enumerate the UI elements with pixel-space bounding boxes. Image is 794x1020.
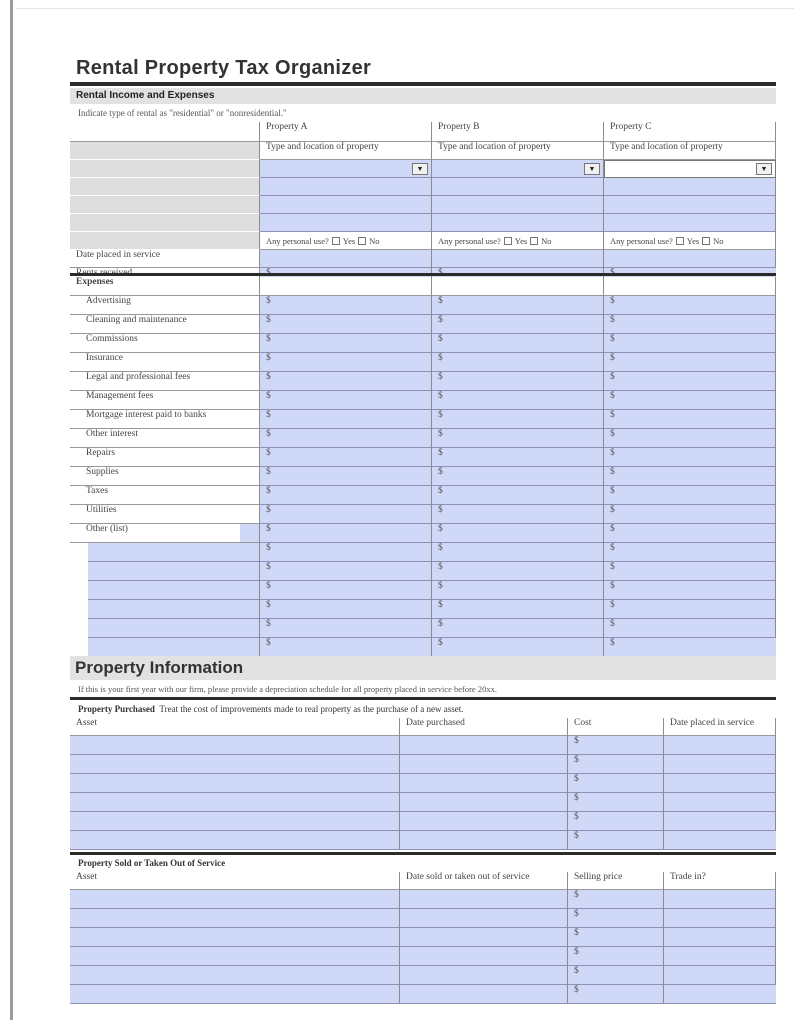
expense-amount-field[interactable] bbox=[604, 524, 776, 543]
expense-label: Other (list) bbox=[70, 524, 260, 543]
sold-extra-field[interactable] bbox=[664, 966, 776, 985]
expense-amount-field[interactable] bbox=[432, 448, 604, 467]
property-info-title: Property Information bbox=[70, 656, 776, 680]
currency-symbol: $ bbox=[438, 391, 443, 401]
currency-symbol: $ bbox=[266, 372, 271, 382]
expense-label: Supplies bbox=[70, 467, 260, 486]
expense-amount-field[interactable] bbox=[604, 505, 776, 524]
sold-asset-field[interactable] bbox=[70, 890, 400, 909]
expense-amount-field[interactable] bbox=[604, 562, 776, 581]
currency-symbol: $ bbox=[610, 429, 615, 439]
currency-symbol: $ bbox=[610, 562, 615, 572]
currency-symbol: $ bbox=[610, 296, 615, 306]
no-checkbox[interactable] bbox=[702, 237, 710, 245]
property-b-name: Property B bbox=[432, 122, 604, 142]
expense-amount-field[interactable] bbox=[432, 600, 604, 619]
currency-symbol: $ bbox=[266, 562, 271, 572]
expense-amount-field[interactable] bbox=[260, 448, 432, 467]
yes-checkbox[interactable] bbox=[504, 237, 512, 245]
expense-amount-field[interactable] bbox=[604, 429, 776, 448]
purchased-col-header: Date purchased bbox=[400, 718, 568, 736]
currency-symbol: $ bbox=[574, 812, 579, 822]
sold-date-field[interactable] bbox=[400, 890, 568, 909]
currency-symbol: $ bbox=[610, 524, 615, 534]
currency-symbol: $ bbox=[438, 353, 443, 363]
currency-symbol: $ bbox=[266, 600, 271, 610]
expense-amount-field[interactable] bbox=[432, 429, 604, 448]
currency-symbol: $ bbox=[610, 353, 615, 363]
purchased-extra-field[interactable] bbox=[664, 831, 776, 850]
currency-symbol: $ bbox=[438, 562, 443, 572]
sold-extra-field[interactable] bbox=[664, 928, 776, 947]
property-b-location-field[interactable] bbox=[432, 178, 604, 196]
property-b-location-field-3[interactable] bbox=[432, 214, 604, 232]
property-c-type-label: Type and location of property bbox=[604, 142, 776, 160]
property-c-location-field-2[interactable] bbox=[604, 196, 776, 214]
currency-symbol: $ bbox=[438, 372, 443, 382]
other-expense-field[interactable] bbox=[88, 619, 260, 638]
sold-asset-field[interactable] bbox=[70, 947, 400, 966]
sold-amount-field[interactable] bbox=[568, 909, 664, 928]
property-a-location-field-2[interactable] bbox=[260, 196, 432, 214]
other-expense-field[interactable] bbox=[88, 543, 260, 562]
other-expense-field[interactable] bbox=[88, 638, 260, 657]
expenses-header-blank bbox=[432, 277, 604, 296]
viewer-left-edge bbox=[0, 0, 13, 1020]
purchased-header bbox=[70, 701, 776, 717]
sold-extra-field[interactable] bbox=[664, 947, 776, 966]
purchased-date-field[interactable] bbox=[400, 812, 568, 831]
currency-symbol: $ bbox=[266, 486, 271, 496]
purchased-amount-field[interactable] bbox=[568, 831, 664, 850]
property-info-note: If this is your first year with our firm, please provide a depreciation schedule for all property placed in service before 20xx. bbox=[78, 684, 497, 694]
expense-amount-field[interactable] bbox=[432, 353, 604, 372]
sold-extra-field[interactable] bbox=[664, 890, 776, 909]
expense-label: Other interest bbox=[70, 429, 260, 448]
expense-amount-field[interactable] bbox=[604, 581, 776, 600]
currency-symbol: $ bbox=[574, 890, 579, 900]
expense-label: Insurance bbox=[70, 353, 260, 372]
currency-symbol: $ bbox=[574, 947, 579, 957]
grid-label-blank bbox=[70, 214, 260, 232]
currency-symbol: $ bbox=[438, 543, 443, 553]
expense-amount-field[interactable] bbox=[604, 353, 776, 372]
property-b-type-label: Type and location of property bbox=[432, 142, 604, 160]
form-title: Rental Property Tax Organizer bbox=[76, 57, 372, 79]
expense-amount-field[interactable] bbox=[432, 391, 604, 410]
yes-label: Yes bbox=[342, 235, 356, 246]
expense-amount-field[interactable] bbox=[432, 619, 604, 638]
purchased-extra-field[interactable] bbox=[664, 774, 776, 793]
personal-use-label: Any personal use? bbox=[438, 235, 501, 246]
currency-symbol: $ bbox=[574, 755, 579, 765]
expense-amount-field[interactable] bbox=[604, 448, 776, 467]
expense-amount-field[interactable] bbox=[604, 638, 776, 657]
currency-symbol: $ bbox=[610, 410, 615, 420]
grid-label-blank bbox=[70, 160, 260, 178]
currency-symbol: $ bbox=[438, 505, 443, 515]
sold-amount-field[interactable] bbox=[568, 985, 664, 1004]
currency-symbol: $ bbox=[574, 966, 579, 976]
expense-label: Utilities bbox=[70, 505, 260, 524]
currency-symbol: $ bbox=[266, 429, 271, 439]
sold-date-field[interactable] bbox=[400, 928, 568, 947]
currency-symbol: $ bbox=[574, 831, 579, 841]
property-b-location-field-2[interactable] bbox=[432, 196, 604, 214]
property-a-type-select[interactable] bbox=[260, 160, 432, 178]
expense-amount-field[interactable] bbox=[604, 296, 776, 315]
currency-symbol: $ bbox=[574, 774, 579, 784]
sold-extra-field[interactable] bbox=[664, 985, 776, 1004]
currency-symbol: $ bbox=[610, 638, 615, 648]
property-a-location-field-3[interactable] bbox=[260, 214, 432, 232]
expense-amount-field[interactable] bbox=[604, 600, 776, 619]
yes-checkbox[interactable] bbox=[332, 237, 340, 245]
property-c-name: Property C bbox=[604, 122, 776, 142]
currency-symbol: $ bbox=[610, 619, 615, 629]
currency-symbol: $ bbox=[266, 638, 271, 648]
property-c-location-field-3[interactable] bbox=[604, 214, 776, 232]
currency-symbol: $ bbox=[266, 353, 271, 363]
purchased-col-header: Asset bbox=[70, 718, 400, 736]
purchased-extra-field[interactable] bbox=[664, 755, 776, 774]
viewer-top-edge bbox=[16, 8, 794, 9]
sold-asset-field[interactable] bbox=[70, 966, 400, 985]
purchased-asset-field[interactable] bbox=[70, 755, 400, 774]
purchased-date-field[interactable] bbox=[400, 736, 568, 755]
expense-amount-field[interactable] bbox=[260, 524, 432, 543]
expense-label: Repairs bbox=[70, 448, 260, 467]
currency-symbol: $ bbox=[266, 448, 271, 458]
purchased-rule bbox=[70, 697, 776, 700]
sold-amount-field[interactable] bbox=[568, 928, 664, 947]
currency-symbol: $ bbox=[610, 391, 615, 401]
currency-symbol: $ bbox=[438, 619, 443, 629]
currency-symbol: $ bbox=[610, 448, 615, 458]
expense-amount-field[interactable] bbox=[432, 505, 604, 524]
purchased-col-header: Cost bbox=[568, 718, 664, 736]
sold-asset-field[interactable] bbox=[70, 985, 400, 1004]
expense-amount-field[interactable] bbox=[604, 391, 776, 410]
purchased-extra-field[interactable] bbox=[664, 812, 776, 831]
other-expense-field[interactable] bbox=[88, 600, 260, 619]
expense-amount-field[interactable] bbox=[260, 505, 432, 524]
currency-symbol: $ bbox=[610, 600, 615, 610]
expense-amount-field[interactable] bbox=[260, 467, 432, 486]
currency-symbol: $ bbox=[574, 736, 579, 746]
currency-symbol: $ bbox=[610, 486, 615, 496]
purchased-asset-field[interactable] bbox=[70, 812, 400, 831]
purchased-extra-field[interactable] bbox=[664, 793, 776, 812]
purchased-header-note: Treat the cost of improvements made to real property as the purchase of a new asset. bbox=[159, 704, 464, 714]
purchased-extra-field[interactable] bbox=[664, 736, 776, 755]
expense-amount-field[interactable] bbox=[604, 486, 776, 505]
expense-amount-field[interactable] bbox=[432, 372, 604, 391]
currency-symbol: $ bbox=[438, 334, 443, 344]
sold-date-field[interactable] bbox=[400, 966, 568, 985]
property-c-type-select[interactable] bbox=[604, 160, 776, 178]
currency-symbol: $ bbox=[266, 543, 271, 553]
expense-amount-field[interactable] bbox=[260, 372, 432, 391]
currency-symbol: $ bbox=[574, 928, 579, 938]
expenses-rule bbox=[70, 273, 776, 276]
expense-amount-field[interactable] bbox=[260, 619, 432, 638]
currency-symbol: $ bbox=[266, 410, 271, 420]
sold-grid bbox=[70, 872, 776, 1004]
currency-symbol: $ bbox=[266, 467, 271, 477]
property-a-date-placed-field[interactable] bbox=[260, 250, 432, 268]
property-a-name: Property A bbox=[260, 122, 432, 142]
currency-symbol: $ bbox=[266, 391, 271, 401]
no-label: No bbox=[713, 235, 724, 246]
currency-symbol: $ bbox=[438, 638, 443, 648]
yes-label: Yes bbox=[686, 235, 700, 246]
purchased-date-field[interactable] bbox=[400, 831, 568, 850]
personal-use-label: Any personal use? bbox=[610, 235, 673, 246]
sold-amount-field[interactable] bbox=[568, 947, 664, 966]
expense-label: Mortgage interest paid to banks bbox=[70, 410, 260, 429]
purchased-grid bbox=[70, 718, 776, 850]
expense-amount-field[interactable] bbox=[604, 372, 776, 391]
purchased-date-field[interactable] bbox=[400, 755, 568, 774]
purchased-amount-field[interactable] bbox=[568, 755, 664, 774]
grid-label-blank bbox=[70, 178, 260, 196]
currency-symbol: $ bbox=[438, 448, 443, 458]
property-c-date-placed-field[interactable] bbox=[604, 250, 776, 268]
expense-label: Commissions bbox=[70, 334, 260, 353]
currency-symbol: $ bbox=[610, 543, 615, 553]
expense-amount-field[interactable] bbox=[604, 410, 776, 429]
sold-col-header: Asset bbox=[70, 872, 400, 890]
purchased-asset-field[interactable] bbox=[70, 831, 400, 850]
expenses-header-blank bbox=[604, 277, 776, 296]
purchased-header-title: Property Purchased bbox=[78, 704, 155, 714]
expense-amount-field[interactable] bbox=[260, 581, 432, 600]
expense-amount-field[interactable] bbox=[260, 296, 432, 315]
currency-symbol: $ bbox=[610, 372, 615, 382]
expense-amount-field[interactable] bbox=[260, 410, 432, 429]
chevron-down-icon[interactable]: ▼ bbox=[412, 163, 428, 175]
expense-label: Legal and professional fees bbox=[70, 372, 260, 391]
currency-symbol: $ bbox=[266, 315, 271, 325]
sold-date-field[interactable] bbox=[400, 985, 568, 1004]
expense-amount-field[interactable] bbox=[604, 467, 776, 486]
expense-label: Management fees bbox=[70, 391, 260, 410]
yes-label: Yes bbox=[514, 235, 528, 246]
sold-amount-field[interactable] bbox=[568, 966, 664, 985]
expense-amount-field[interactable] bbox=[604, 543, 776, 562]
expenses-label: Expenses bbox=[70, 277, 260, 296]
expense-amount-field[interactable] bbox=[432, 486, 604, 505]
sold-asset-field[interactable] bbox=[70, 909, 400, 928]
grid-label-blank bbox=[70, 232, 260, 250]
sold-col-header: Date sold or taken out of service bbox=[400, 872, 568, 890]
currency-symbol: $ bbox=[438, 429, 443, 439]
sold-header: Property Sold or Taken Out of Service bbox=[78, 858, 226, 868]
expense-amount-field[interactable] bbox=[604, 315, 776, 334]
expense-amount-field[interactable] bbox=[260, 315, 432, 334]
expense-label: Advertising bbox=[70, 296, 260, 315]
property-a-type-label: Type and location of property bbox=[260, 142, 432, 160]
other-expense-field[interactable] bbox=[88, 562, 260, 581]
currency-symbol: $ bbox=[574, 909, 579, 919]
purchased-date-field[interactable] bbox=[400, 774, 568, 793]
sold-amount-field[interactable] bbox=[568, 890, 664, 909]
rental-type-note: Indicate type of rental as "residential" or "nonresidential." bbox=[78, 108, 287, 118]
expense-amount-field[interactable] bbox=[604, 619, 776, 638]
title-rule bbox=[70, 82, 776, 86]
date-placed-label: Date placed in service bbox=[70, 250, 260, 268]
sold-date-field[interactable] bbox=[400, 947, 568, 966]
currency-symbol: $ bbox=[438, 296, 443, 306]
currency-symbol: $ bbox=[438, 315, 443, 325]
property-b-type-select[interactable] bbox=[432, 160, 604, 178]
expense-amount-field[interactable] bbox=[432, 410, 604, 429]
expense-amount-field[interactable] bbox=[432, 524, 604, 543]
currency-symbol: $ bbox=[266, 524, 271, 534]
purchased-amount-field[interactable] bbox=[568, 793, 664, 812]
no-label: No bbox=[541, 235, 552, 246]
property-c-location-field[interactable] bbox=[604, 178, 776, 196]
currency-symbol: $ bbox=[438, 410, 443, 420]
no-label: No bbox=[369, 235, 380, 246]
currency-symbol: $ bbox=[438, 581, 443, 591]
expenses-grid bbox=[70, 277, 776, 657]
expense-amount-field[interactable] bbox=[260, 600, 432, 619]
sold-date-field[interactable] bbox=[400, 909, 568, 928]
expense-amount-field[interactable] bbox=[260, 638, 432, 657]
other-expense-field[interactable] bbox=[88, 581, 260, 600]
expense-amount-field[interactable] bbox=[432, 543, 604, 562]
sold-col-header: Trade in? bbox=[664, 872, 776, 890]
purchased-amount-field[interactable] bbox=[568, 774, 664, 793]
sold-extra-field[interactable] bbox=[664, 909, 776, 928]
expense-amount-field[interactable] bbox=[260, 353, 432, 372]
expense-amount-field[interactable] bbox=[432, 315, 604, 334]
purchased-amount-field[interactable] bbox=[568, 812, 664, 831]
purchased-asset-field[interactable] bbox=[70, 774, 400, 793]
expense-amount-field[interactable] bbox=[604, 334, 776, 353]
currency-symbol: $ bbox=[266, 581, 271, 591]
currency-symbol: $ bbox=[574, 985, 579, 995]
expense-amount-field[interactable] bbox=[432, 562, 604, 581]
currency-symbol: $ bbox=[610, 315, 615, 325]
chevron-down-icon[interactable]: ▼ bbox=[756, 163, 772, 175]
yes-checkbox[interactable] bbox=[676, 237, 684, 245]
no-checkbox[interactable] bbox=[358, 237, 366, 245]
expense-amount-field[interactable] bbox=[260, 543, 432, 562]
currency-symbol: $ bbox=[266, 619, 271, 629]
currency-symbol: $ bbox=[266, 505, 271, 515]
expense-amount-field[interactable] bbox=[260, 486, 432, 505]
property-a-location-field[interactable] bbox=[260, 178, 432, 196]
currency-symbol: $ bbox=[266, 296, 271, 306]
purchased-asset-field[interactable] bbox=[70, 736, 400, 755]
sold-col-header: Selling price bbox=[568, 872, 664, 890]
currency-symbol: $ bbox=[610, 505, 615, 515]
currency-symbol: $ bbox=[438, 524, 443, 534]
grid-label-blank bbox=[70, 196, 260, 214]
purchased-asset-field[interactable] bbox=[70, 793, 400, 812]
property-c-personal-use bbox=[604, 232, 776, 250]
currency-symbol: $ bbox=[610, 581, 615, 591]
expenses-header-blank bbox=[260, 277, 432, 296]
property-a-personal-use bbox=[260, 232, 432, 250]
currency-symbol: $ bbox=[438, 600, 443, 610]
expense-amount-field[interactable] bbox=[432, 296, 604, 315]
no-checkbox[interactable] bbox=[530, 237, 538, 245]
expense-amount-field[interactable] bbox=[260, 334, 432, 353]
grid-corner bbox=[70, 122, 260, 142]
expense-label: Cleaning and maintenance bbox=[70, 315, 260, 334]
currency-symbol: $ bbox=[610, 334, 615, 344]
currency-symbol: $ bbox=[610, 467, 615, 477]
purchased-date-field[interactable] bbox=[400, 793, 568, 812]
personal-use-label: Any personal use? bbox=[266, 235, 329, 246]
property-b-date-placed-field[interactable] bbox=[432, 250, 604, 268]
purchased-amount-field[interactable] bbox=[568, 736, 664, 755]
purchased-col-header: Date placed in service bbox=[664, 718, 776, 736]
expense-amount-field[interactable] bbox=[260, 562, 432, 581]
property-grid bbox=[70, 122, 776, 286]
chevron-down-icon[interactable]: ▼ bbox=[584, 163, 600, 175]
expense-amount-field[interactable] bbox=[432, 638, 604, 657]
sold-asset-field[interactable] bbox=[70, 928, 400, 947]
expense-amount-field[interactable] bbox=[260, 429, 432, 448]
property-b-personal-use bbox=[432, 232, 604, 250]
grid-label-blank bbox=[70, 142, 260, 160]
expense-label: Taxes bbox=[70, 486, 260, 505]
expense-amount-field[interactable] bbox=[432, 334, 604, 353]
currency-symbol: $ bbox=[438, 467, 443, 477]
expense-amount-field[interactable] bbox=[260, 391, 432, 410]
currency-symbol: $ bbox=[574, 793, 579, 803]
currency-symbol: $ bbox=[438, 486, 443, 496]
section-header-rental-income: Rental Income and Expenses bbox=[70, 88, 776, 104]
expense-amount-field[interactable] bbox=[432, 581, 604, 600]
currency-symbol: $ bbox=[266, 334, 271, 344]
expense-amount-field[interactable] bbox=[432, 467, 604, 486]
